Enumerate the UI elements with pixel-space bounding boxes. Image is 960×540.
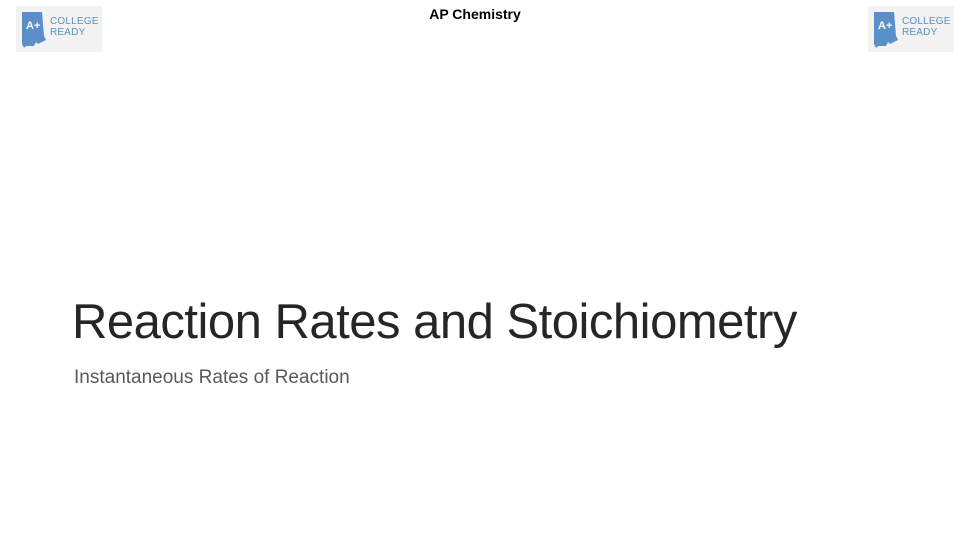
- college-ready-logo-right: [868, 6, 954, 52]
- logo-badge: A+: [878, 20, 893, 32]
- logo-badge: A+: [26, 20, 41, 32]
- logo-text: COLLEGE READY: [50, 16, 99, 38]
- logo-text: COLLEGE READY: [902, 16, 951, 38]
- slide-subtitle: Instantaneous Rates of Reaction: [74, 367, 350, 388]
- header-title: AP Chemistry: [429, 6, 521, 22]
- slide-title: Reaction Rates and Stoichiometry: [72, 295, 797, 349]
